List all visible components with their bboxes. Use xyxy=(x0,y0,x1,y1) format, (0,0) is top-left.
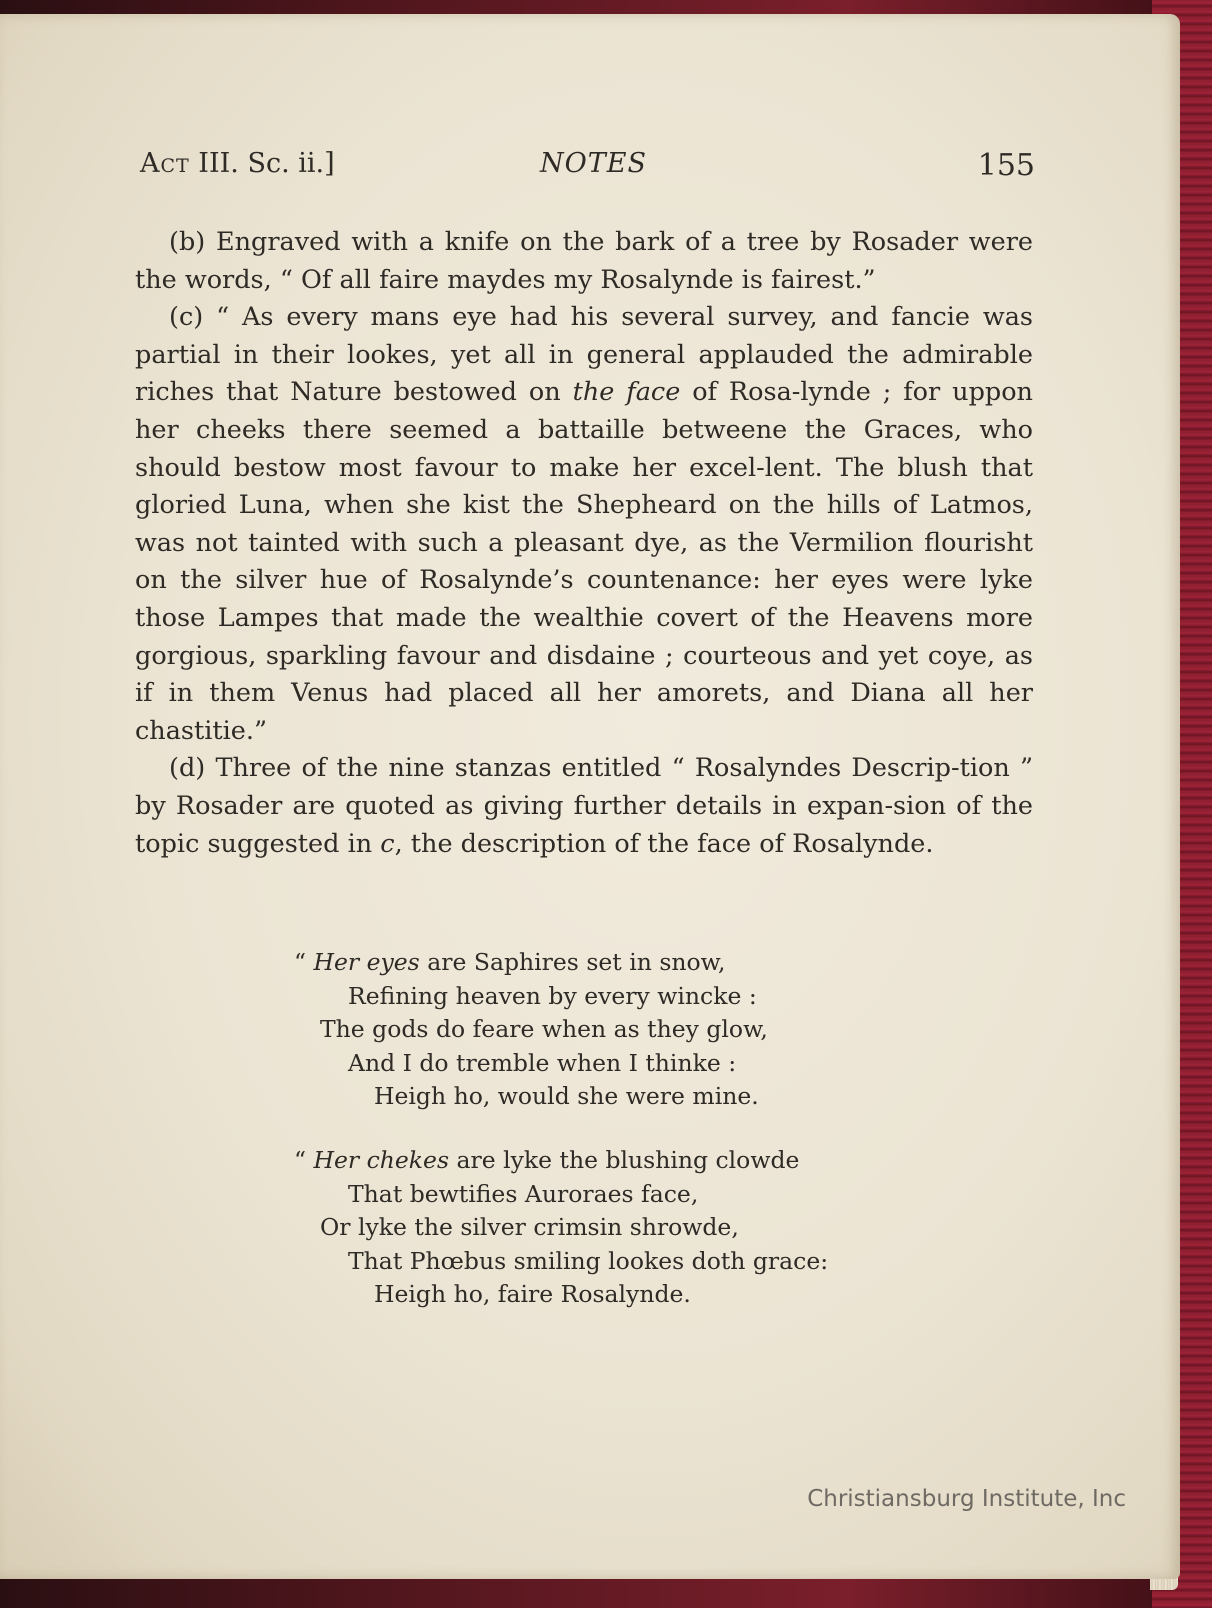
poem-stanza-1 xyxy=(294,946,920,1114)
running-header xyxy=(140,148,1035,188)
note-d-label: (d) xyxy=(169,753,206,784)
stanza-line: That bewtifies Auroraes face, xyxy=(348,1179,699,1208)
note-c: (c) “ As every mans eye had his several survey, and fancie was partial in their lookes, yet all in general applauded the admirable riches that Nature bestowed on the face of Rosa-lynde ; for uppon her cheeks there seemed a battaille betweene the Graces, who should bestow most favour to make her excel-lent. The blush that gloried Luna, when she kist the Shepheard on the hills of Latmos, was not tainted with such a pleasant dye, as the Vermilion flourisht on the silver hue of Rosalynde’s countenance: her eyes were lyke those Lampes that made the wealthie covert of the Heavens more gorgious, sparkling favour and disdaine ; courteous and yet coye, as if in them Venus had placed all her amorets, and Diana all her chastitie.” xyxy=(135,302,1033,746)
act-scene-reference: Act III. Sc. ii.] xyxy=(140,148,335,179)
stanza-line: And I do tremble when I thinke : xyxy=(348,1048,737,1077)
stanza-line: Refining heaven by every wincke : xyxy=(348,981,757,1010)
stanza-line: Or lyke the silver crimsin shrowde, xyxy=(320,1213,739,1241)
notes-body xyxy=(135,224,1033,863)
note-c-italic: the face xyxy=(572,377,681,408)
note-c-label: (c) xyxy=(169,302,204,333)
note-b-text: Engraved with a knife on the bark of a tree by Rosader were the words, “ Of all faire maydes my Rosalynde is fairest.” xyxy=(135,227,1033,295)
stanza-line: “ Her chekes are lyke the blushing clowde xyxy=(294,1146,800,1174)
page-number: 155 xyxy=(977,148,1035,183)
note-b-label: (b) xyxy=(169,227,206,257)
page-title: NOTES xyxy=(540,148,647,179)
stanza-line: That Phœbus smiling lookes doth grace: xyxy=(348,1246,829,1275)
stanza-line: Heigh ho, would she were mine. xyxy=(374,1082,759,1110)
watermark: Christiansburg Institute, Inc xyxy=(807,1486,1126,1512)
stanza-line: The gods do feare when as they glow, xyxy=(320,1015,768,1043)
book-page xyxy=(0,14,1180,1579)
note-d-italic: c xyxy=(380,828,395,859)
note-b xyxy=(135,224,1033,299)
stanza-line: Heigh ho, faire Rosalynde. xyxy=(374,1280,691,1308)
stanza-line: “ Her eyes are Saphires set in snow, xyxy=(294,948,726,976)
poem-stanza-2 xyxy=(294,1144,920,1312)
note-d: (d) Three of the nine stanzas entitled “ Rosalyndes Descrip-tion ” by Rosader are quoted as giving further details in expan-sion of the topic suggested in c, the description of the face of Rosalynde. xyxy=(135,753,1033,859)
